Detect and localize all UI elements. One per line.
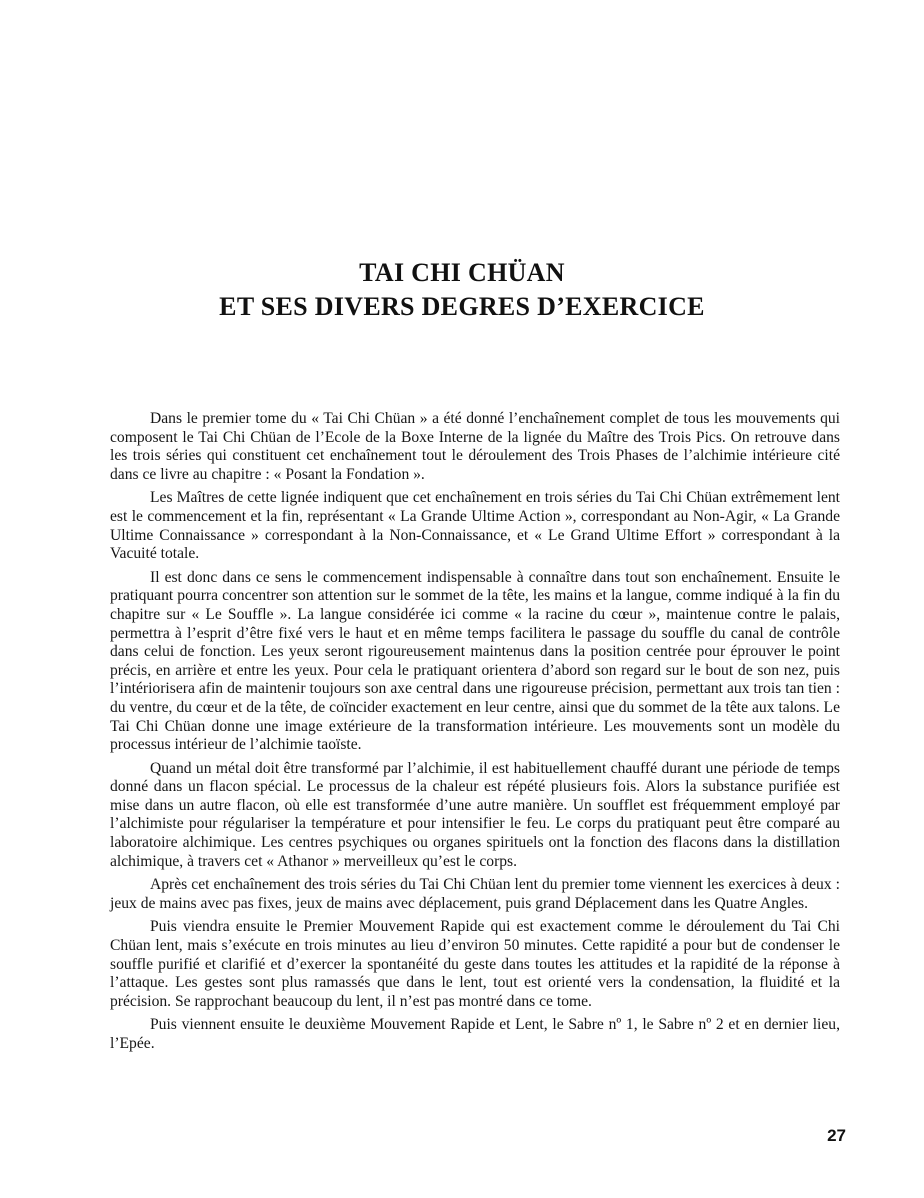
paragraph-5: Après cet enchaînement des trois séries du Tai Chi Chüan lent du premier tome viennent les exercices à deux : jeux de mains avec pas fixes, jeux de mains avec déplacement, puis grand Déplacement dans les Quatre Angles. bbox=[110, 876, 840, 912]
paragraph-4: Quand un métal doit être transformé par l’alchimie, il est habituellement chauffé durant une période de temps donné dans un flacon spécial. Le processus de la chaleur est répété plusieurs fois. Alors la substance purifiée est mise dans un autre flacon, où elle est transformée d’une autre manière. Un soufflet est fréquemment employé par l’alchimiste pour régulariser la température et pour intensifier le feu. Le corps du pratiquant peut être comparé au laboratoire alchimique. Les centres psychiques ou organes spirituels ont la fonction des flacons dans la distillation alchimique, à travers cet « Athanor » merveilleux qu’est le corps. bbox=[110, 759, 840, 870]
paragraph-3: Il est donc dans ce sens le commencement indispensable à connaître dans tout son enchaînement. Ensuite le pratiquant pourra concentrer son attention sur le sommet de la tête, les mains et la langue, comme indiqué à la fin du chapitre sur « Le Souffle ». La langue considérée ici comme « la racine du cœur », maintenue contre le palais, permettra à l’esprit d’être fixé vers le haut et en même temps facilitera le passage du souffle du canal de contrôle dans celui de fonction. Les yeux seront rigoureusement maintenus dans la position centrée pour éprouver le point précis, en arrière et entre les yeux. Pour cela le pratiquant orientera d’abord son regard sur le bout de son nez, puis l’intériorisera afin de maintenir toujours son axe central dans une rigoureuse précision, permettant aux trois tan tien : du ventre, du cœur et de la tête, de coïncider exactement en leur centre, ainsi que du sommet de la tête aux talons. Le Tai Chi Chüan donne une image extérieure de la transformation intérieure. Les mouvements sont un modèle du processus intérieur de l’alchimie taoïste. bbox=[110, 568, 840, 754]
paragraph-6: Puis viendra ensuite le Premier Mouvement Rapide qui est exactement comme le déroulement du Tai Chi Chüan lent, mais s’exécute en trois minutes au lieu d’environ 50 minutes. Cette rapidité a pour but de condenser le souffle purifié et clarifié et d’exercer la spontanéité du geste dans toutes les attitudes et la rapidité de la réponse à l’attaque. Les gestes sont plus ramassés que dans le lent, tout est orienté vers la condensation, la fluidité et la précision. Se rapprochant beaucoup du lent, il n’est pas montré dans ce tome. bbox=[110, 918, 840, 1010]
body-text bbox=[110, 410, 840, 1059]
chapter-title-line-2: ET SES DIVERS DEGRES D’EXERCICE bbox=[219, 292, 705, 321]
page-number: 27 bbox=[827, 1126, 846, 1145]
chapter-title-line-1: TAI CHI CHÜAN bbox=[359, 258, 565, 287]
paragraph-1: Dans le premier tome du « Tai Chi Chüan » a été donné l’enchaînement complet de tous les mouvements qui composent le Tai Chi Chüan de l’Ecole de la Boxe Interne de la lignée du Maître des Trois Pics. On retrouve dans les trois séries qui constituent cet enchaînement tout le déroulement des Trois Phases de l’alchimie intérieure cité dans ce livre au chapitre : « Posant la Fondation ». bbox=[110, 410, 840, 483]
chapter-title bbox=[0, 256, 924, 324]
paragraph-7: Puis viennent ensuite le deuxième Mouvement Rapide et Lent, le Sabre nº 1, le Sabre nº 2 et en dernier lieu, l’Epée. bbox=[110, 1016, 840, 1052]
paragraph-2: Les Maîtres de cette lignée indiquent que cet enchaînement en trois séries du Tai Chi Chüan extrêmement lent est le commencement et la fin, représentant « La Grande Ultime Action », correspondant au Non-Agir, « La Grande Ultime Connaissance » correspondant à la Non-Connaissance, et « Le Grand Ultime Effort » correspondant à la Vacuité totale. bbox=[110, 489, 840, 563]
